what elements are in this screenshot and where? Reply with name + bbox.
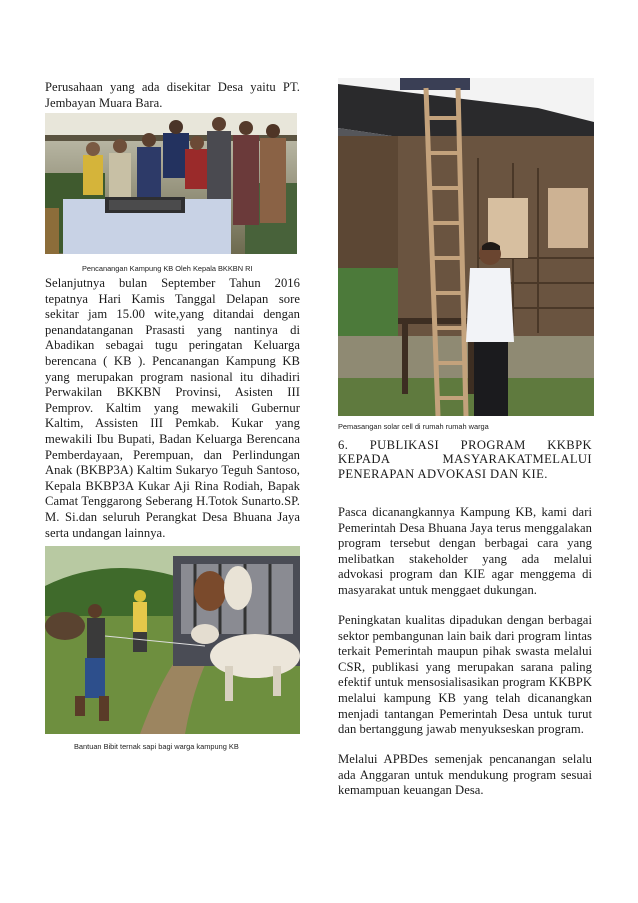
photo2-caption: Bantuan Bibit ternak sapi bagi warga kampung KB bbox=[74, 742, 239, 751]
paragraph-1: Pasca dicanangkannya Kampung KB, kami dari Pemerintah Desa Bhuana Jaya terus menggalakan program tersebut dengan berbagai cara yang melibatkan stakeholder yang ada melalui advokasi program dan KIE agar menggema di masyarakat untuk menggaet dukungan. bbox=[338, 505, 592, 597]
paragraph-2: Peningkatan kualitas dipadukan dengan berbagai sektor pembangunan lain baik dari program lintas terkait Pemerintah maupun pihak swasta melalui CSR, publikasi yang merupakan sarana paling efektif untuk mensosialisasikan program KKBPK melalui kampung KB yang telah dicanangkan menjadi tantangan Pemerintah Desa untuk turut dan bertanggung jawab menyukseskan program. bbox=[338, 613, 592, 737]
section-heading: 6. PUBLIKASI PROGRAM KKBPK KEPADA MASYARAKATMELALUI PENERAPAN ADVOKASI DAN KIE. bbox=[338, 438, 592, 481]
photo-cattle-aid bbox=[45, 546, 300, 734]
photo-inauguration-ceremony bbox=[45, 113, 297, 254]
paragraph-3: Melalui APBDes semenjak pencanangan selalu ada Anggaran untuk mendukung program sesuai kemampuan keuangan Desa. bbox=[338, 752, 592, 798]
photo-solar-cell-house bbox=[338, 78, 594, 416]
intro-text: Perusahaan yang ada disekitar Desa yaitu PT. Jembayan Muara Bara. bbox=[45, 80, 300, 110]
body-text: Selanjutnya bulan September Tahun 2016 tepatnya Hari Kamis Tanggal Delapan sore sekitar jam 15.00 wite,yang ditandai dengan penandatanganan Prasasti yang nantinya di Abadikan sebagai tugu peringatan Keluarga berencana ( KB ). Pencanangan Kampung KB yang merupakan program nasional itu dihadiri Perwakilan BKKBN Provinsi, Asisten III Pemprov. Kaltim yang mewakili Gubernur Kaltim, Assisten III Pemkab. Kukar yang mewakili Ibu Bupati, Badan Keluarga Berencana Pemberdayaan, Perempuan, dan Perlindungan Anak (BKBP3A) Kaltim Sukaryo Teguh Santoso, Kepala BKBP3A Kukar Aji Rina Rodiah, Bapak Camat Tenggarong Seberang H.Totok Sunarto.SP. M. Si.dan seluruh Perangkat Desa Bhuana Jaya serta undangan lainnya. bbox=[45, 276, 300, 540]
photo3-caption: Pemasangan solar cell di rumah rumah warga bbox=[338, 422, 489, 431]
photo1-caption: Pencanangan Kampung KB Oleh Kepala BKKBN RI bbox=[82, 264, 253, 273]
